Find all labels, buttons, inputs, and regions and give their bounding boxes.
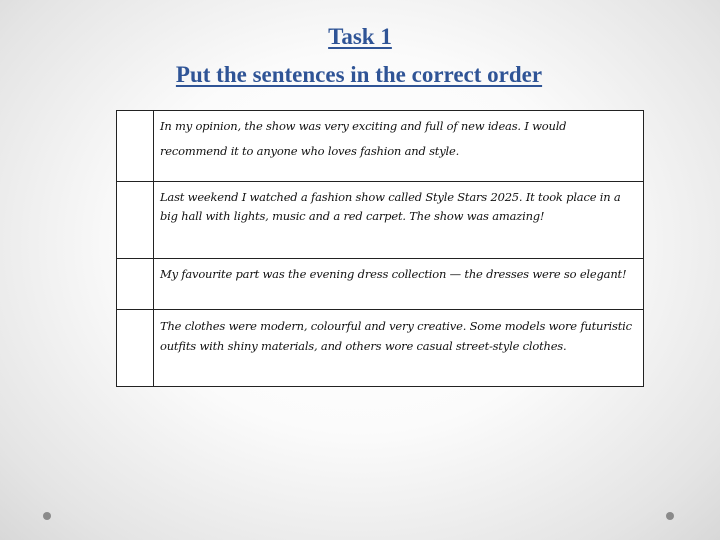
- table-row: [117, 182, 644, 259]
- sentence-cell: Last weekend I watched a fashion show called Style Stars 2025. It took place in a big hall with lights, music and a red carpet. The show was amazing!: [154, 182, 644, 259]
- task-title: Task 1: [328, 24, 392, 49]
- order-cell[interactable]: [117, 182, 154, 259]
- sentence-cell: The clothes were modern, colourful and very creative. Some models wore futuristic outfits with shiny materials, and others wore casual street-style clothes.: [154, 310, 644, 387]
- sentence-table: [116, 110, 644, 387]
- decorative-dot-left: [43, 512, 51, 520]
- decorative-dot-right: [666, 512, 674, 520]
- table-row: [117, 111, 644, 182]
- task-instruction: Put the sentences in the correct order: [175, 62, 543, 87]
- sentence-cell: In my opinion, the show was very exciting and full of new ideas. I would recommend it to anyone who loves fashion and style.: [154, 111, 644, 182]
- order-cell[interactable]: [117, 259, 154, 310]
- order-cell[interactable]: [117, 111, 154, 182]
- order-cell[interactable]: [117, 310, 154, 387]
- table-row: [117, 259, 644, 310]
- table-row: [117, 310, 644, 387]
- sentence-cell: My favourite part was the evening dress collection — the dresses were so elegant!: [154, 259, 644, 310]
